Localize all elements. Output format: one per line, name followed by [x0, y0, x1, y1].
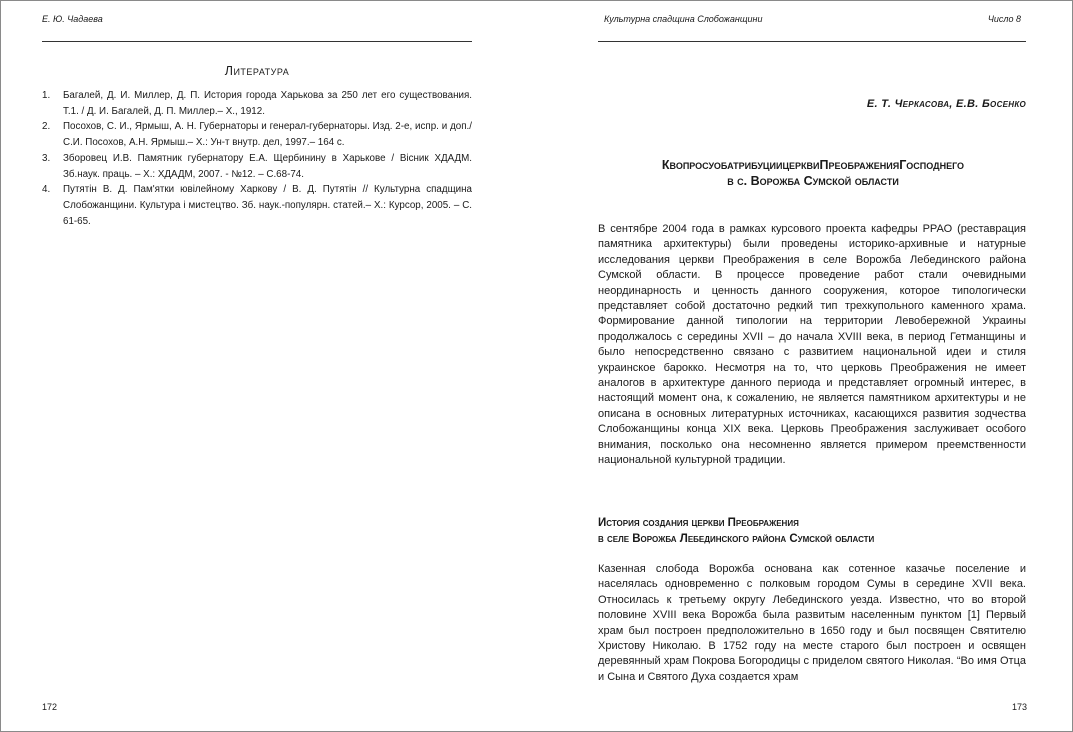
literature-heading: Литература — [224, 64, 290, 78]
section-heading-line: в селе Ворожба Лебединского района Сумской области — [598, 533, 875, 545]
reference-text: Багалей, Д. И. Миллер, Д. П. История города Харькова за 250 лет его существования. Т.1. / Д. И. Багалей, Д. П. Миллер.– Х., 1912. — [63, 90, 472, 117]
right-running-header-issue: Число 8 — [987, 14, 1021, 24]
left-page — [0, 0, 536, 732]
history-paragraph: Казенная слобода Ворожба основана как сотенное казачье поселение и населялась одновременно с полковым городом Сумы в середине XVII века. Относилась к третьему округу Лебединского уезда. Известно, что во второй половине XVIII века Ворожба была развитым населенным пунктом [1] Первый храм был построен предположительно в 1650 году и был посвящен Святителю Христову Николаю. В 1752 году на месте старого был построен и освящен деревянный храм Покрова Богородицы с приделом святого Николая. “Во имя Отца и Сына и Святого Духа создается храм — [598, 563, 1026, 683]
right-page-number: 173 — [1011, 702, 1027, 712]
article-title-line: в с. Ворожба Сумской области — [727, 173, 899, 188]
right-header-rule — [598, 41, 1026, 42]
reference-text: Зборовец И.В. Памятник губернатору Е.А. Щербинину в Харькове / Вісник ХДАДМ. Зб.наук. праць. – Х.: ХДАДМ, 2007. - №12. – С.68-74. — [63, 152, 472, 180]
left-running-header: Е. Ю. Чадаева — [42, 14, 103, 24]
article-title — [598, 158, 1028, 189]
reference-item — [42, 182, 472, 229]
reference-list — [42, 88, 472, 229]
reference-text: Посохов, С. И., Ярмыш, А. Н. Губернаторы и генерал-губернаторы. Изд. 2-е, испр. и доп./ С.И. Посохов, А.Н. Ярмыш.– Х.: Ун-т внутр. дел, 1997.– 164 с. — [63, 121, 472, 149]
left-page-number: 172 — [42, 702, 58, 712]
reference-item — [42, 88, 472, 119]
intro-paragraph: В сентябре 2004 года в рамках курсового проекта кафедры РРАО (реставрация памятника архитектуры) были проведены историко-архивные и натурные исследования церкви Преображения в селе Ворожба Лебединского района Сумской области. В процессе проведение работ стали очевидными неординарность и ценность данного сооружения, которое типологически представляет собой достаточно редкий тип трехкупольного каменного храма. Формирование данной типологии на территории Левобережной Украины продолжалось с середины XVII – до начала XVIII века, в период Гетманщины и было непосредственно связано с развитием национальной идеи и стиля украинское барокко. Несмотря на то, что церковь Преображения не имеет аналогов в архитектуре данного периода и представляет огромный интерес, в настоящий момент она, к сожалению, не является памятником архитектуры и не описана в основных литературных источниках, касающихся развития зодчества Слобожанщины конца XIX века. Церковь Преображения заслуживает особого внимания, посколько она несомненно является примером преемственности национальной культурной традиции. — [598, 223, 1026, 467]
reference-text: Путятін В. Д. Пам'ятки ювілейному Харкову / В. Д. Путятін // Культурна спадщина Слобожанщини. Культура і мистецтво. Зб. наук.-популярн. статей.– Х.: Курсор, 2005. – С. 61-65. — [63, 184, 472, 227]
right-page — [537, 0, 1073, 732]
article-title-line: КвопросуобатрибуциицерквиПреображенияГосподнего — [661, 158, 965, 172]
reference-item — [42, 151, 472, 182]
reference-number: 1. — [42, 90, 51, 101]
left-header-rule — [42, 41, 472, 42]
article-authors: Е. Т. Черкасова, Е.В. Босенко — [866, 98, 1026, 110]
reference-number: 2. — [42, 121, 51, 133]
section-heading-line: История создания церкви Преображения — [598, 517, 799, 529]
reference-number: 3. — [42, 152, 51, 164]
right-running-header-title: Культурна спадщина Слобожанщини — [604, 14, 763, 24]
section-heading — [598, 515, 1028, 547]
reference-number: 4. — [42, 184, 51, 196]
reference-item — [42, 119, 472, 150]
